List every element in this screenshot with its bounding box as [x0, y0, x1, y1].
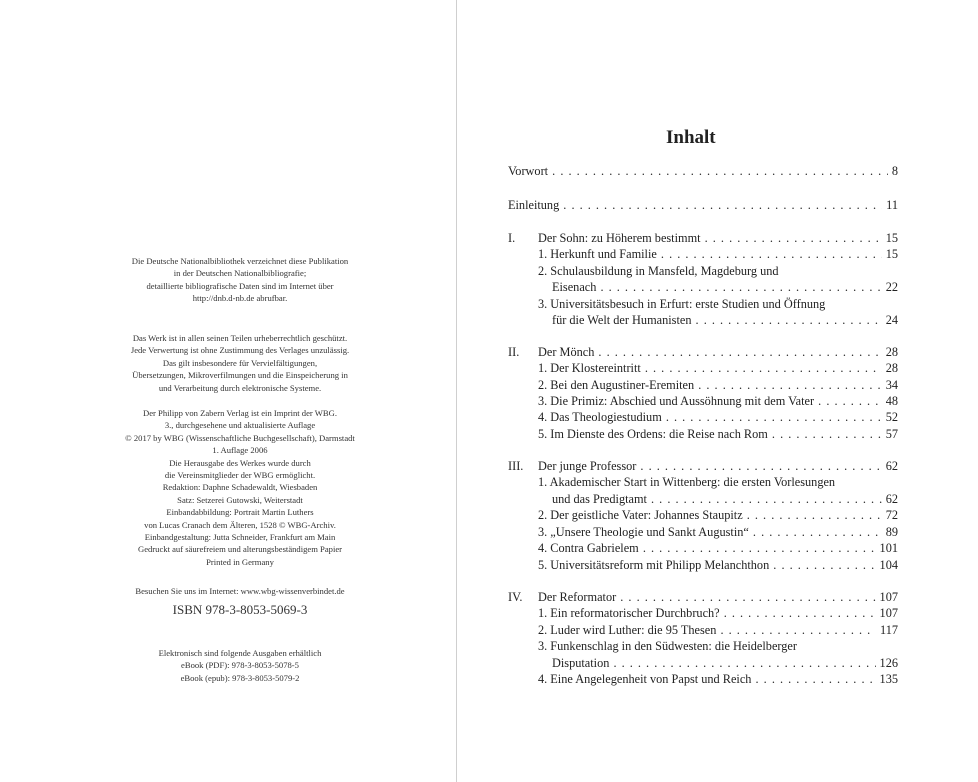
imprint-line: detaillierte bibliografische Daten sind im Internet über	[146, 280, 334, 291]
imprint-line: Das gilt insbesondere für Vervielfältigungen,	[162, 357, 318, 368]
toc-entry[interactable]	[508, 163, 898, 179]
imprint-line: Das Werk ist in allen seinen Teilen urheberrechtlich geschützt.	[132, 333, 348, 343]
toc-entry-title-text: 3. Funkenschlag in den Südwesten: die Heidelberger	[538, 639, 797, 653]
toc-entry-title	[538, 377, 882, 393]
isbn: ISBN 978-3-8053-5069-3	[172, 602, 308, 617]
imprint-line: Satz: Setzerei Gutowski, Weiterstadt	[177, 494, 303, 505]
imprint-line: © 2017 by WBG (Wissenschaftliche Buchgesellschaft), Darmstadt	[125, 432, 355, 443]
toc-page-number: 101	[879, 541, 898, 555]
toc-page-number: 28	[885, 345, 898, 359]
toc-page-number: 28	[885, 361, 898, 375]
imprint-line: Jede Verwertung ist ohne Zustimmung des Verlages unzulässig.	[130, 345, 350, 356]
toc-entry-title-text: 2. Der geistliche Vater: Johannes Staupitz	[538, 508, 743, 522]
imprint-line: Elektronisch sind folgende Ausgaben erhältlich	[158, 648, 322, 658]
toc-entry[interactable]	[508, 246, 898, 262]
imprint-line: Die Herausgabe des Werkes wurde durch	[169, 457, 311, 468]
toc-page-number: 117	[880, 623, 898, 637]
toc-entry-title	[552, 491, 882, 507]
imprint-line: Gedruckt auf säurefreiem und alterungsbeständigem Papier	[137, 544, 343, 555]
imprint-bibliographic-notice	[55, 255, 425, 305]
toc-entry-title-text: 5. Universitätsreform mit Philipp Melanchthon	[538, 558, 770, 572]
toc-entry[interactable]	[508, 491, 898, 507]
toc-entry-title-text: 1. Akademischer Start in Wittenberg: die ersten Vorlesungen	[538, 475, 836, 489]
toc-entry-title-text: 4. Contra Gabrielem	[538, 541, 639, 555]
imprint-website: Besuchen Sie uns im Internet: www.wbg-wissenverbindet.de	[135, 586, 345, 596]
toc-entry-title-text: Der Reformator	[538, 590, 617, 604]
toc-page-number: 107	[879, 590, 898, 604]
toc-entry-title-text: Der Mönch	[538, 345, 595, 359]
toc-entry[interactable]	[508, 344, 898, 360]
toc-entry-title	[538, 638, 898, 654]
toc-entry-title	[552, 312, 882, 328]
toc-entry-title-text: Der Sohn: zu Höherem bestimmt	[538, 231, 701, 245]
imprint-line: Redaktion: Daphne Schadewaldt, Wiesbaden	[162, 482, 318, 493]
toc-entry-title	[538, 263, 898, 279]
toc-page-number: 72	[885, 508, 898, 522]
imprint-line: eBook (PDF): 978-3-8053-5078-5	[181, 660, 299, 671]
toc-entry[interactable]	[508, 638, 898, 654]
toc-page-number: 135	[879, 672, 898, 686]
imprint-copyright-notice	[55, 332, 425, 394]
toc-title: Inhalt	[666, 127, 716, 148]
toc-entry[interactable]	[508, 312, 898, 328]
toc-entry-title-text: 3. „Unsere Theologie und Sankt Augustin“	[538, 525, 749, 539]
imprint-line: Die Deutsche Nationalbibliothek verzeichnet diese Publikation	[131, 256, 349, 266]
toc-entry-title	[552, 655, 876, 671]
toc-entry-title	[538, 458, 882, 474]
toc-page-number: 126	[879, 656, 898, 670]
imprint-line: 3., durchgesehene und aktualisierte Auflage	[164, 420, 316, 431]
toc-entry[interactable]	[508, 426, 898, 442]
toc-entry[interactable]	[508, 296, 898, 312]
toc-entry-title-text: 1. Ein reformatorischer Durchbruch?	[538, 606, 720, 620]
toc-entry[interactable]	[508, 507, 898, 523]
toc-page-number: 62	[885, 459, 898, 473]
toc-page-number: 15	[885, 247, 898, 261]
toc-entry-title-text: 3. Die Primiz: Abschied und Aussöhnung mit dem Vater	[538, 394, 815, 408]
imprint-line: von Lucas Cranach dem Älteren, 1528 © WBG-Archiv.	[144, 519, 336, 530]
toc-entry-title	[538, 230, 882, 246]
toc-entry-title	[538, 246, 882, 262]
toc-entry-title	[538, 589, 876, 605]
toc-part-number: IV.	[508, 590, 523, 604]
toc-entry[interactable]	[508, 589, 898, 605]
toc-entry-title	[538, 524, 882, 540]
imprint-line: Printed in Germany	[206, 556, 274, 567]
toc-page-number: 22	[885, 280, 898, 294]
imprint-line: Übersetzungen, Mikroverfilmungen und die Einspeicherung in	[132, 370, 348, 381]
toc-page-number: 34	[885, 378, 898, 392]
toc-page-number: 104	[879, 558, 898, 572]
imprint-line: in der Deutschen Nationalbibliografie;	[173, 268, 307, 279]
toc-entry[interactable]	[508, 279, 898, 295]
toc-page-number: 48	[885, 394, 898, 408]
toc-entry-title	[538, 622, 876, 638]
imprint-publisher-credits	[55, 407, 425, 568]
toc-entry[interactable]	[508, 360, 898, 376]
toc-entry[interactable]	[508, 524, 898, 540]
toc-entry-title	[538, 409, 882, 425]
toc-entry[interactable]	[508, 474, 898, 490]
toc-entry-title	[538, 671, 876, 687]
imprint-line: 1. Auflage 2006	[212, 445, 268, 456]
toc-entry-title-text: 2. Bei den Augustiner-Eremiten	[538, 378, 695, 392]
toc-page-number: 107	[879, 606, 898, 620]
toc-entry-title-text: Disputation	[552, 656, 610, 670]
toc-entry-title	[538, 426, 882, 442]
imprint-line: Der Philipp von Zabern Verlag ist ein Imprint der WBG.	[143, 408, 337, 418]
toc-entry[interactable]	[508, 671, 898, 687]
toc-entry-title-text: 3. Universitätsbesuch in Erfurt: erste Studien und Öffnung	[538, 297, 826, 311]
imprint-line: http://dnb.d-nb.de abrufbar.	[192, 293, 288, 304]
toc-entry[interactable]	[508, 377, 898, 393]
toc-entry[interactable]	[508, 197, 898, 213]
toc-entry[interactable]	[508, 409, 898, 425]
toc-entry-title	[538, 296, 898, 312]
toc-entry[interactable]	[508, 622, 898, 638]
imprint-line: Einbandgestaltung: Jutta Schneider, Frankfurt am Main	[144, 532, 336, 543]
toc-entry-title-text: und das Predigtamt	[552, 492, 647, 506]
toc-entry[interactable]	[508, 230, 898, 246]
toc-page-number: 89	[885, 525, 898, 539]
toc-entry-title-text: 1. Der Klostereintritt	[538, 361, 641, 375]
toc-entry-title-text: 2. Luder wird Luther: die 95 Thesen	[538, 623, 717, 637]
toc-entry[interactable]	[508, 540, 898, 556]
imprint-line: und Verarbeitung durch elektronische Systeme.	[158, 382, 322, 393]
toc-entry-title-text: Der junge Professor	[538, 459, 637, 473]
toc-entry[interactable]	[508, 655, 898, 671]
toc-entry[interactable]	[508, 605, 898, 621]
toc-entry-title-text: 4. Das Theologiestudium	[538, 410, 662, 424]
toc-entry-title	[508, 197, 882, 213]
toc-entry[interactable]	[508, 393, 898, 409]
toc-entry-title	[538, 344, 882, 360]
toc-entry-title	[538, 507, 882, 523]
imprint-ebook-editions	[55, 647, 425, 684]
toc-entry-title	[538, 540, 876, 556]
toc-entry-title-text: 2. Schulausbildung in Mansfeld, Magdeburg und	[538, 264, 779, 278]
toc-entry-title	[538, 360, 882, 376]
toc-entry-title-text: Vorwort	[508, 164, 549, 178]
toc-page-number: 57	[885, 427, 898, 441]
toc-page-number: 15	[885, 231, 898, 245]
toc-entry-title-text: 4. Eine Angelegenheit von Papst und Reich	[538, 672, 752, 686]
toc-entry-title-text: 1. Herkunft und Familie	[538, 247, 657, 261]
toc-entry-title-text: 5. Im Dienste des Ordens: die Reise nach Rom	[538, 427, 768, 441]
imprint-line: Einbandabbildung: Portrait Martin Luthers	[166, 507, 314, 518]
toc-entry[interactable]	[508, 557, 898, 573]
toc-part-number: I.	[508, 231, 516, 245]
toc-entry-title	[538, 474, 898, 490]
toc-page-number: 11	[886, 198, 898, 212]
imprint-line: eBook (epub): 978-3-8053-5079-2	[180, 672, 300, 683]
toc-entry-title-text: Einleitung	[508, 198, 560, 212]
toc-page-number: 8	[891, 164, 898, 178]
toc-entry-title	[508, 163, 888, 179]
imprint-line: die Vereinsmitglieder der WBG ermöglicht.	[164, 470, 316, 481]
toc-page-number: 52	[885, 410, 898, 424]
toc-part-number: III.	[508, 459, 524, 473]
toc-entry-title-text: für die Welt der Humanisten	[552, 313, 692, 327]
toc-entry-title	[538, 393, 882, 409]
toc-entry-title-text: Eisenach	[552, 280, 597, 294]
toc-entry-title	[552, 279, 882, 295]
toc-part-number: II.	[508, 345, 520, 359]
toc-entry-title	[538, 557, 876, 573]
page-gutter-divider	[456, 0, 457, 782]
toc-entry-title	[538, 605, 876, 621]
toc-entry[interactable]	[508, 263, 898, 279]
toc-entry[interactable]	[508, 458, 898, 474]
toc-page-number: 24	[885, 313, 898, 327]
toc-page-number: 62	[885, 492, 898, 506]
